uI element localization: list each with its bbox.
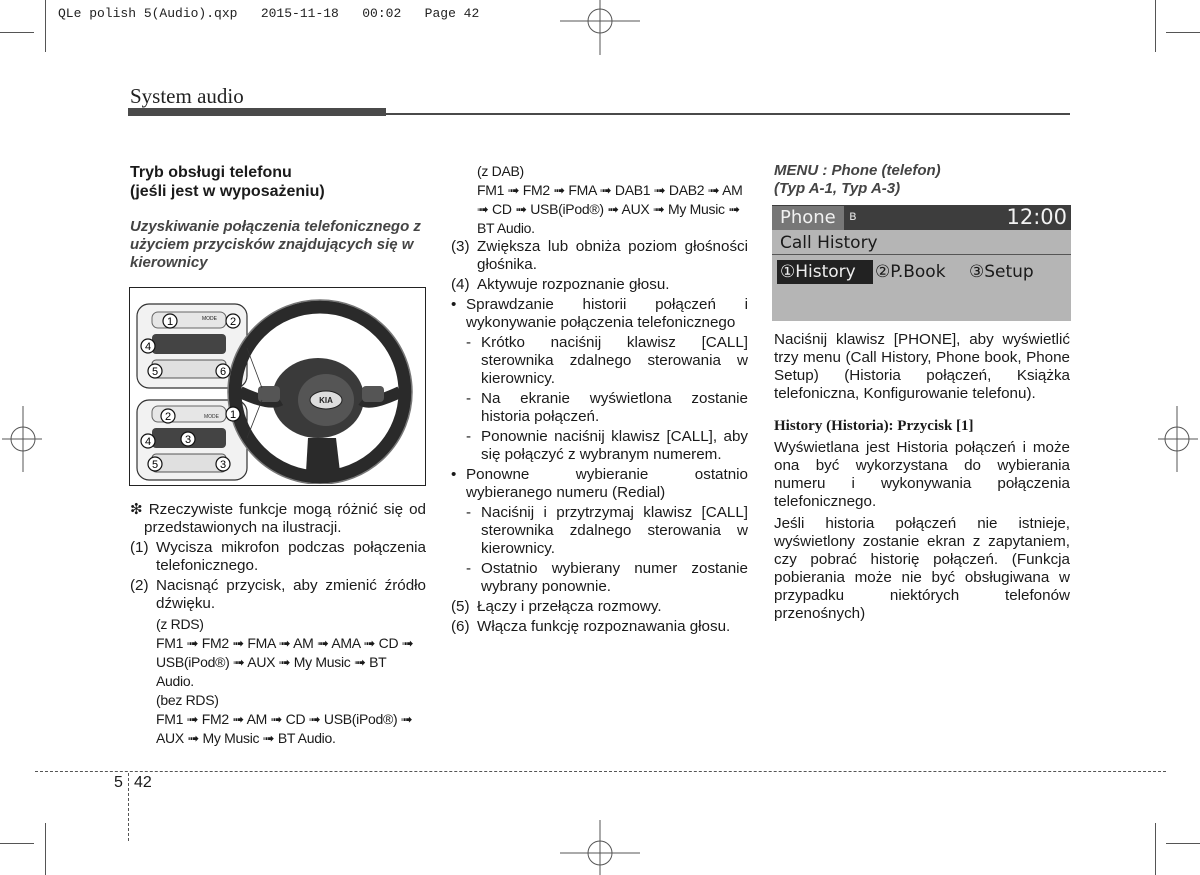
list-number: (3)	[451, 238, 470, 255]
list-item	[451, 618, 748, 636]
list-number: (4)	[451, 276, 470, 293]
list-text: Łączy i przełącza rozmowy.	[477, 598, 662, 615]
list-text: Aktywuje rozpoznanie głosu.	[477, 276, 670, 293]
svg-text:3: 3	[184, 434, 192, 446]
dash-text: Krótko naciśnij klawisz [CALL] sterownika zdalnego sterowania w kierownicy.	[481, 334, 748, 387]
list-text: Włącza funkcję rozpoznawania głosu.	[477, 618, 731, 635]
bullet-text: Ponowne wybieranie ostatnio wybieranego numeru (Redial)	[466, 466, 748, 501]
crop-mark	[0, 32, 34, 33]
paragraph: Jeśli historia połączeń nie istnieje, wyświetlony zostanie ekran z zapytaniem, czy pobrać historię połączeń. (Funkcja pobierania może nie być obsługiwana w przypadku niektórych telefonów przenośnych)	[774, 515, 1070, 622]
list-item	[130, 539, 426, 575]
dab-label: (z DAB)	[477, 163, 524, 179]
callout-5b	[215, 456, 231, 472]
callout-2	[225, 313, 241, 329]
crop-mark	[0, 843, 34, 844]
dash-text: Ostatnio wybierany numer zostanie wybrany ponownie.	[481, 560, 748, 595]
list-item	[451, 598, 748, 616]
svg-text:3: 3	[219, 459, 227, 471]
svg-text:2: 2	[164, 411, 172, 423]
dash-mark: -	[466, 504, 472, 521]
list-item	[451, 276, 748, 294]
rds-label: (z RDS)	[156, 616, 204, 632]
rds-sequence: FM1 ➟ FM2 ➟ FMA ➟ AM ➟ AMA ➟ CD ➟ USB(iPod®) ➟ AUX ➟ My Music ➟ BT Audio.	[156, 635, 414, 689]
print-slug: QLe polish 5(Audio).qxp 2015-11-18 00:02 Page 42	[58, 6, 480, 21]
kia-logo: KIA	[319, 396, 333, 405]
bullet-mark: •	[451, 466, 457, 483]
svg-text:4: 4	[144, 436, 152, 448]
crop-mark	[1166, 843, 1200, 844]
dash-mark: -	[466, 390, 472, 407]
registration-mark	[560, 0, 640, 60]
bullet-mark: •	[451, 296, 457, 313]
menu-types: (Typ A-1, Typ A-3)	[774, 180, 901, 197]
title-rule-thin	[386, 113, 1070, 115]
callout-3b	[140, 433, 156, 449]
list-item	[451, 238, 748, 274]
chapter-number: 5	[114, 774, 123, 791]
dash-mark: -	[466, 560, 472, 577]
list-number: (1)	[130, 539, 149, 556]
bullet-item	[451, 466, 748, 502]
column-3	[774, 162, 1070, 198]
page-number: 42	[134, 774, 152, 791]
phone-screen	[772, 205, 1071, 321]
screen-tab-pbook[interactable]: ②P.Book	[875, 262, 946, 282]
dash-mark: -	[466, 428, 472, 445]
svg-text:5: 5	[151, 366, 159, 378]
dash-item	[451, 560, 748, 596]
column-3-lower	[774, 331, 1070, 623]
illus-button-label: MODE	[204, 414, 219, 420]
column-1-lower	[130, 501, 426, 748]
dash-text: Ponownie naciśnij klawisz [CALL], aby się połączyć z wybranym numerem.	[481, 428, 748, 463]
list-number: (5)	[451, 598, 470, 615]
crop-mark	[1155, 0, 1156, 52]
svg-text:1: 1	[166, 316, 174, 328]
no-rds-sequence: FM1 ➟ FM2 ➟ AM ➟ CD ➟ USB(iPod®) ➟ AUX ➟ My Music ➟ BT Audio.	[156, 711, 413, 746]
steering-wheel-illustration	[129, 287, 426, 486]
bullet-text: Sprawdzanie historii połączeń i wykonywanie połączenia telefonicznego	[466, 296, 748, 331]
screen-clock: 12:00	[1006, 205, 1067, 229]
svg-text:6: 6	[219, 366, 227, 378]
no-rds-label: (bez RDS)	[156, 692, 219, 708]
list-item	[130, 577, 426, 613]
callout-1b	[180, 431, 196, 447]
history-heading: History (Historia): Przycisk [1]	[774, 418, 974, 434]
section-title: System audio	[130, 84, 244, 108]
crop-mark	[1166, 32, 1200, 33]
screen-tab-setup[interactable]: ③Setup	[969, 262, 1034, 282]
title-rule-thick	[128, 108, 386, 116]
list-number: (2)	[130, 577, 149, 594]
heading-line-2: (jeśli jest w wyposażeniu)	[130, 183, 325, 200]
bluetooth-icon: ʙ	[849, 209, 857, 224]
registration-mark	[560, 815, 640, 875]
footer-dash-line	[35, 771, 1166, 772]
bullet-item	[451, 296, 748, 332]
screen-tab-history[interactable]: ①History	[777, 260, 873, 284]
list-text: Zwiększa lub obniża poziom głośności głośnika.	[477, 238, 748, 273]
dab-sequence: FM1 ➟ FM2 ➟ FMA ➟ DAB1 ➟ DAB2 ➟ AM ➟ CD ➟ USB(iPod®) ➟ AUX ➟ My Music ➟ BT Audio.	[477, 182, 743, 236]
registration-mark	[0, 404, 45, 474]
dash-item	[451, 334, 748, 388]
svg-text:4: 4	[144, 341, 152, 353]
column-2	[451, 162, 748, 638]
screen-subtitle: Call History	[780, 233, 878, 253]
callout-4b	[147, 456, 163, 472]
svg-text:5: 5	[151, 459, 159, 471]
list-text: Wycisza mikrofon podczas połączenia telefonicznego.	[156, 539, 426, 574]
list-number: (6)	[451, 618, 470, 635]
crop-mark	[1155, 823, 1156, 875]
note-text: ❇ Rzeczywiste funkcje mogą różnić się od przedstawionych na ilustracji.	[130, 501, 426, 536]
paragraph: Wyświetlana jest Historia połączeń i może ona być wykorzystana do wybierania numeru i wykonywania połączenia telefonicznego.	[774, 439, 1070, 510]
dash-text: Naciśnij i przytrzymaj klawisz [CALL] sterownika zdalnego sterowania w kierownicy.	[481, 504, 748, 557]
callout-4	[147, 363, 163, 379]
dash-mark: -	[466, 334, 472, 351]
paragraph: Naciśnij klawisz [PHONE], aby wyświetlić trzy menu (Call History, Phone book, Phone Setup) (Historia połączeń, Książka telefoniczna, Konfigurowanie telefonu).	[774, 331, 1070, 402]
menu-path: MENU : Phone (telefon)	[774, 162, 941, 179]
heading	[130, 163, 426, 201]
callout-2b	[225, 406, 241, 422]
callout-5	[215, 363, 231, 379]
callout-1	[162, 313, 178, 329]
svg-text:1: 1	[229, 409, 237, 421]
illus-button-label: MODE	[202, 316, 217, 322]
svg-text:2: 2	[229, 316, 237, 328]
subheading: Uzyskiwanie połączenia telefonicznego z użyciem przycisków znajdujących się w kierownicy	[130, 218, 421, 271]
registration-mark	[1155, 404, 1200, 474]
screen-title: Phone	[772, 206, 844, 230]
callout-6	[160, 408, 176, 424]
list-text: Nacisnąć przycisk, aby zmienić źródło dźwięku.	[156, 577, 426, 612]
heading-line-1: Tryb obsługi telefonu	[130, 164, 292, 181]
note	[130, 501, 426, 537]
dash-item	[451, 504, 748, 558]
column-1	[130, 163, 426, 272]
crop-mark	[45, 823, 46, 875]
footer-vertical-dash	[128, 773, 129, 841]
callout-3	[140, 338, 156, 354]
screen-divider	[772, 254, 1071, 255]
crop-mark	[45, 0, 46, 52]
dash-text: Na ekranie wyświetlona zostanie historia połączeń.	[481, 390, 748, 425]
dash-item	[451, 390, 748, 426]
dash-item	[451, 428, 748, 464]
